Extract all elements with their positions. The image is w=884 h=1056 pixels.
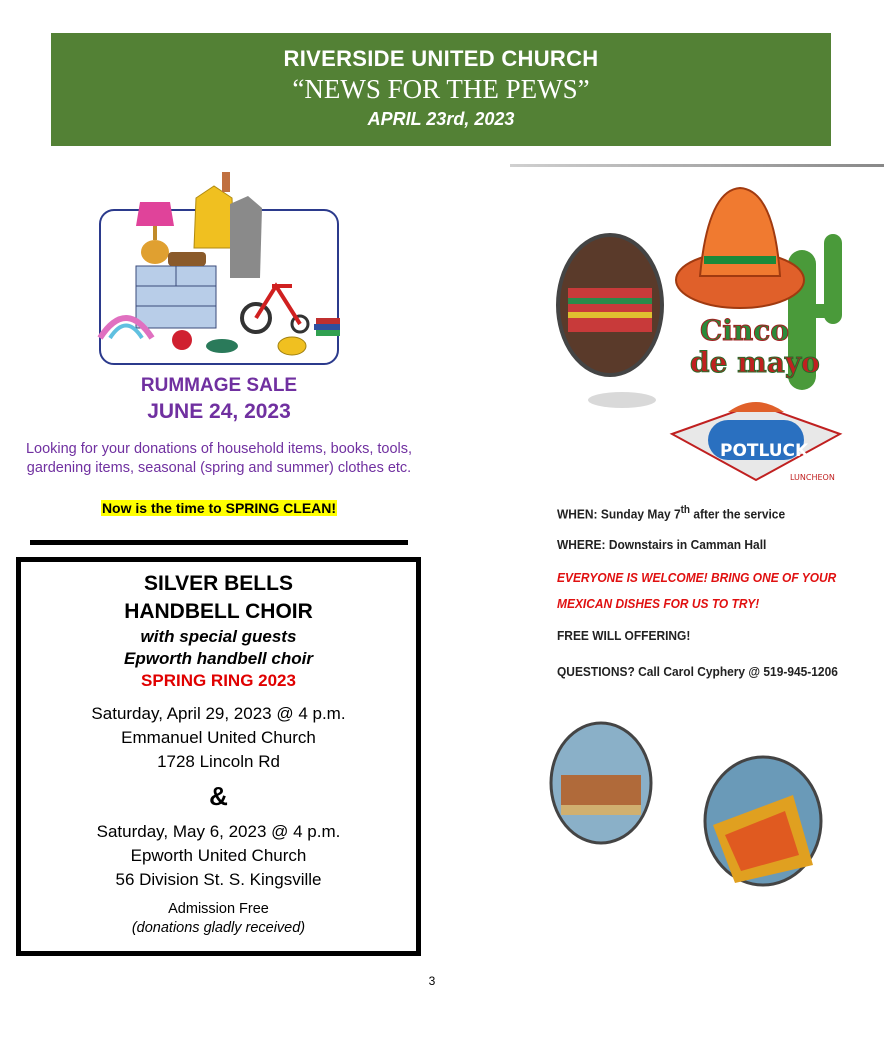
- donations-text: (donations gladly received): [131, 920, 306, 936]
- spring-clean-callout: [20, 500, 418, 516]
- potluck-welcome-line2: MEXICAN DISHES FOR US TO TRY!: [557, 596, 760, 611]
- flyer-top-rule: [510, 164, 884, 167]
- cinco-de-mayo-flyer-art: [540, 180, 884, 490]
- event1-date: Saturday, April 29, 2023 @ 4 p.m.: [91, 704, 346, 723]
- luncheon-label: LUNCHEON: [790, 473, 835, 482]
- newsletter-banner: [51, 33, 831, 146]
- cinco-logo-line1: Cinco: [700, 314, 790, 347]
- event2-date: Saturday, May 6, 2023 @ 4 p.m.: [96, 822, 341, 841]
- when-suffix: after the service: [690, 506, 786, 522]
- event2-address: 56 Division St. S. Kingsville: [115, 870, 322, 889]
- admission-note: Admission Free: [168, 901, 269, 917]
- event-name: SPRING RING 2023: [141, 671, 296, 690]
- ampersand: &: [209, 781, 228, 811]
- guest-choir-name: Epworth handbell choir: [124, 649, 313, 668]
- rummage-sale-illustration: [96, 168, 342, 368]
- rummage-sale-title: RUMMAGE SALE: [140, 375, 298, 396]
- potluck-offering: FREE WILL OFFERING!: [557, 628, 691, 643]
- section-divider: [30, 540, 408, 545]
- event2-venue: Epworth United Church: [130, 846, 307, 865]
- spring-clean-highlight: Now is the time to SPRING CLEAN!: [101, 500, 337, 516]
- when-text: WHEN: Sunday May 7: [557, 506, 681, 522]
- church-name: RIVERSIDE UNITED CHURCH: [283, 46, 599, 71]
- cinco-logo-line2: de mayo: [690, 346, 820, 379]
- choir-title-line2: HANDBELL CHOIR: [124, 600, 313, 623]
- event1-venue: Emmanuel United Church: [121, 728, 316, 747]
- page-number: 3: [428, 974, 436, 988]
- event1-address: 1728 Lincoln Rd: [157, 752, 280, 771]
- newsletter-title: “NEWS FOR THE PEWS”: [292, 74, 590, 104]
- choir-title-line1: SILVER BELLS: [144, 572, 293, 595]
- handbell-concert-box: [16, 557, 421, 956]
- rummage-sale-date: JUNE 24, 2023: [147, 400, 291, 423]
- potluck-welcome-line1: EVERYONE IS WELCOME! BRING ONE OF YOUR: [557, 570, 837, 585]
- potluck-where: WHERE: Downstairs in Camman Hall: [557, 537, 767, 552]
- potluck-label: POTLUCK: [720, 441, 809, 461]
- special-guests-line: with special guests: [140, 627, 297, 646]
- potluck-questions: QUESTIONS? Call Carol Cyphery @ 519-945-1206: [557, 664, 838, 679]
- potluck-when: [557, 504, 785, 521]
- when-superscript: th: [680, 504, 691, 516]
- newsletter-date: APRIL 23rd, 2023: [367, 109, 515, 129]
- donations-note: [21, 919, 416, 938]
- rummage-sale-description: Looking for your donations of household items, books, tools, gardening items, seasonal (spring and summer) clothes etc.: [25, 441, 413, 476]
- hall-photos: [545, 715, 835, 895]
